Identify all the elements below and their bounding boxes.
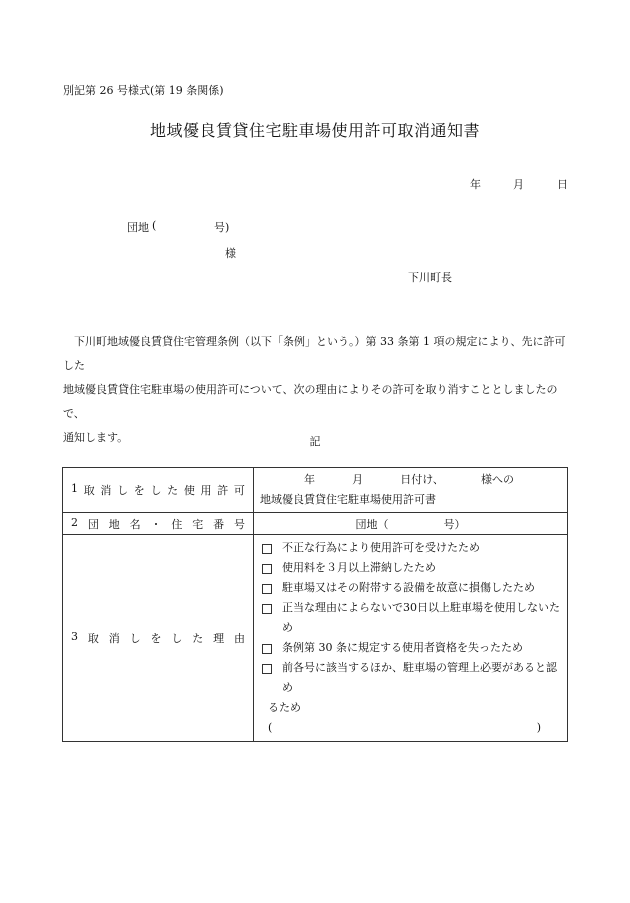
details-table — [62, 467, 568, 742]
date-day: 日 — [557, 178, 568, 191]
checkbox[interactable] — [262, 644, 272, 654]
reason-item: 使用料を３月以上滞納したため — [260, 558, 561, 578]
body-line-2: 地域優良賃貸住宅駐車場の使用許可について、次の理由によりその許可を取り消すこととしましたので、 — [63, 383, 558, 420]
document-title: 地域優良賃貸住宅駐車場使用許可取消通知書 — [149, 121, 480, 140]
row1-label: 1 取 消 し を し た 使 用 許 可 — [71, 482, 245, 497]
reason-item: 前各号に該当するほか、駐車場の管理上必要があると認め — [260, 658, 561, 698]
addressee-open-paren: ( — [152, 219, 157, 232]
checkbox[interactable] — [262, 604, 272, 614]
reason-continuation: るため — [268, 701, 301, 714]
body-text — [63, 330, 573, 450]
date-year: 年 — [470, 178, 481, 191]
checkbox[interactable] — [262, 584, 272, 594]
sender: 下川町長 — [408, 271, 452, 284]
row2-value: 団地（ 号） — [254, 513, 568, 535]
row1-value-line1: 年 月 日付け、 様への — [304, 473, 514, 486]
table-row — [63, 468, 568, 513]
table-row — [63, 535, 568, 742]
label-cell — [63, 468, 254, 513]
checkbox[interactable] — [262, 664, 272, 674]
checkbox[interactable] — [262, 544, 272, 554]
body-line-1: 下川町地域優良賃貸住宅管理条例（以下「条例」という。）第 33 条第 1 項の規定により、先に許可した — [63, 335, 566, 372]
body-line-3: 通知します。 — [63, 431, 129, 444]
reason-item: 条例第 30 条に規定する使用者資格を失ったため — [260, 638, 561, 658]
addressee-sama: 様 — [225, 247, 236, 260]
addressee-danchi: 団地 — [127, 221, 149, 234]
label-cell — [63, 535, 254, 742]
row2-label: 2 団 地 名 ・ 住 宅 番 号 — [71, 515, 245, 531]
reason-item: 不正な行為により使用許可を受けたため — [260, 538, 561, 558]
date-month: 月 — [513, 178, 524, 191]
label-cell — [63, 513, 254, 535]
form-number: 別記第 26 号様式(第 19 条関係) — [63, 84, 224, 97]
reason-item: 正当な理由によらないで30日以上駐車場を使用しないため — [260, 598, 561, 638]
row3-label: 3 取 消 し を し た 理 由 — [71, 630, 245, 645]
checkbox[interactable] — [262, 564, 272, 574]
reason-item: 駐車場又はその附帯する設備を故意に損傷したため — [260, 578, 561, 598]
addressee-go: 号) — [214, 221, 230, 234]
row1-value-line2: 地域優良賃貸住宅駐車場使用許可書 — [260, 493, 436, 506]
table-row — [63, 513, 568, 535]
reason-other-blank: ( ) — [268, 721, 541, 734]
reasons-cell — [254, 535, 568, 742]
row1-value — [254, 468, 568, 513]
ki-heading: 記 — [309, 435, 321, 448]
